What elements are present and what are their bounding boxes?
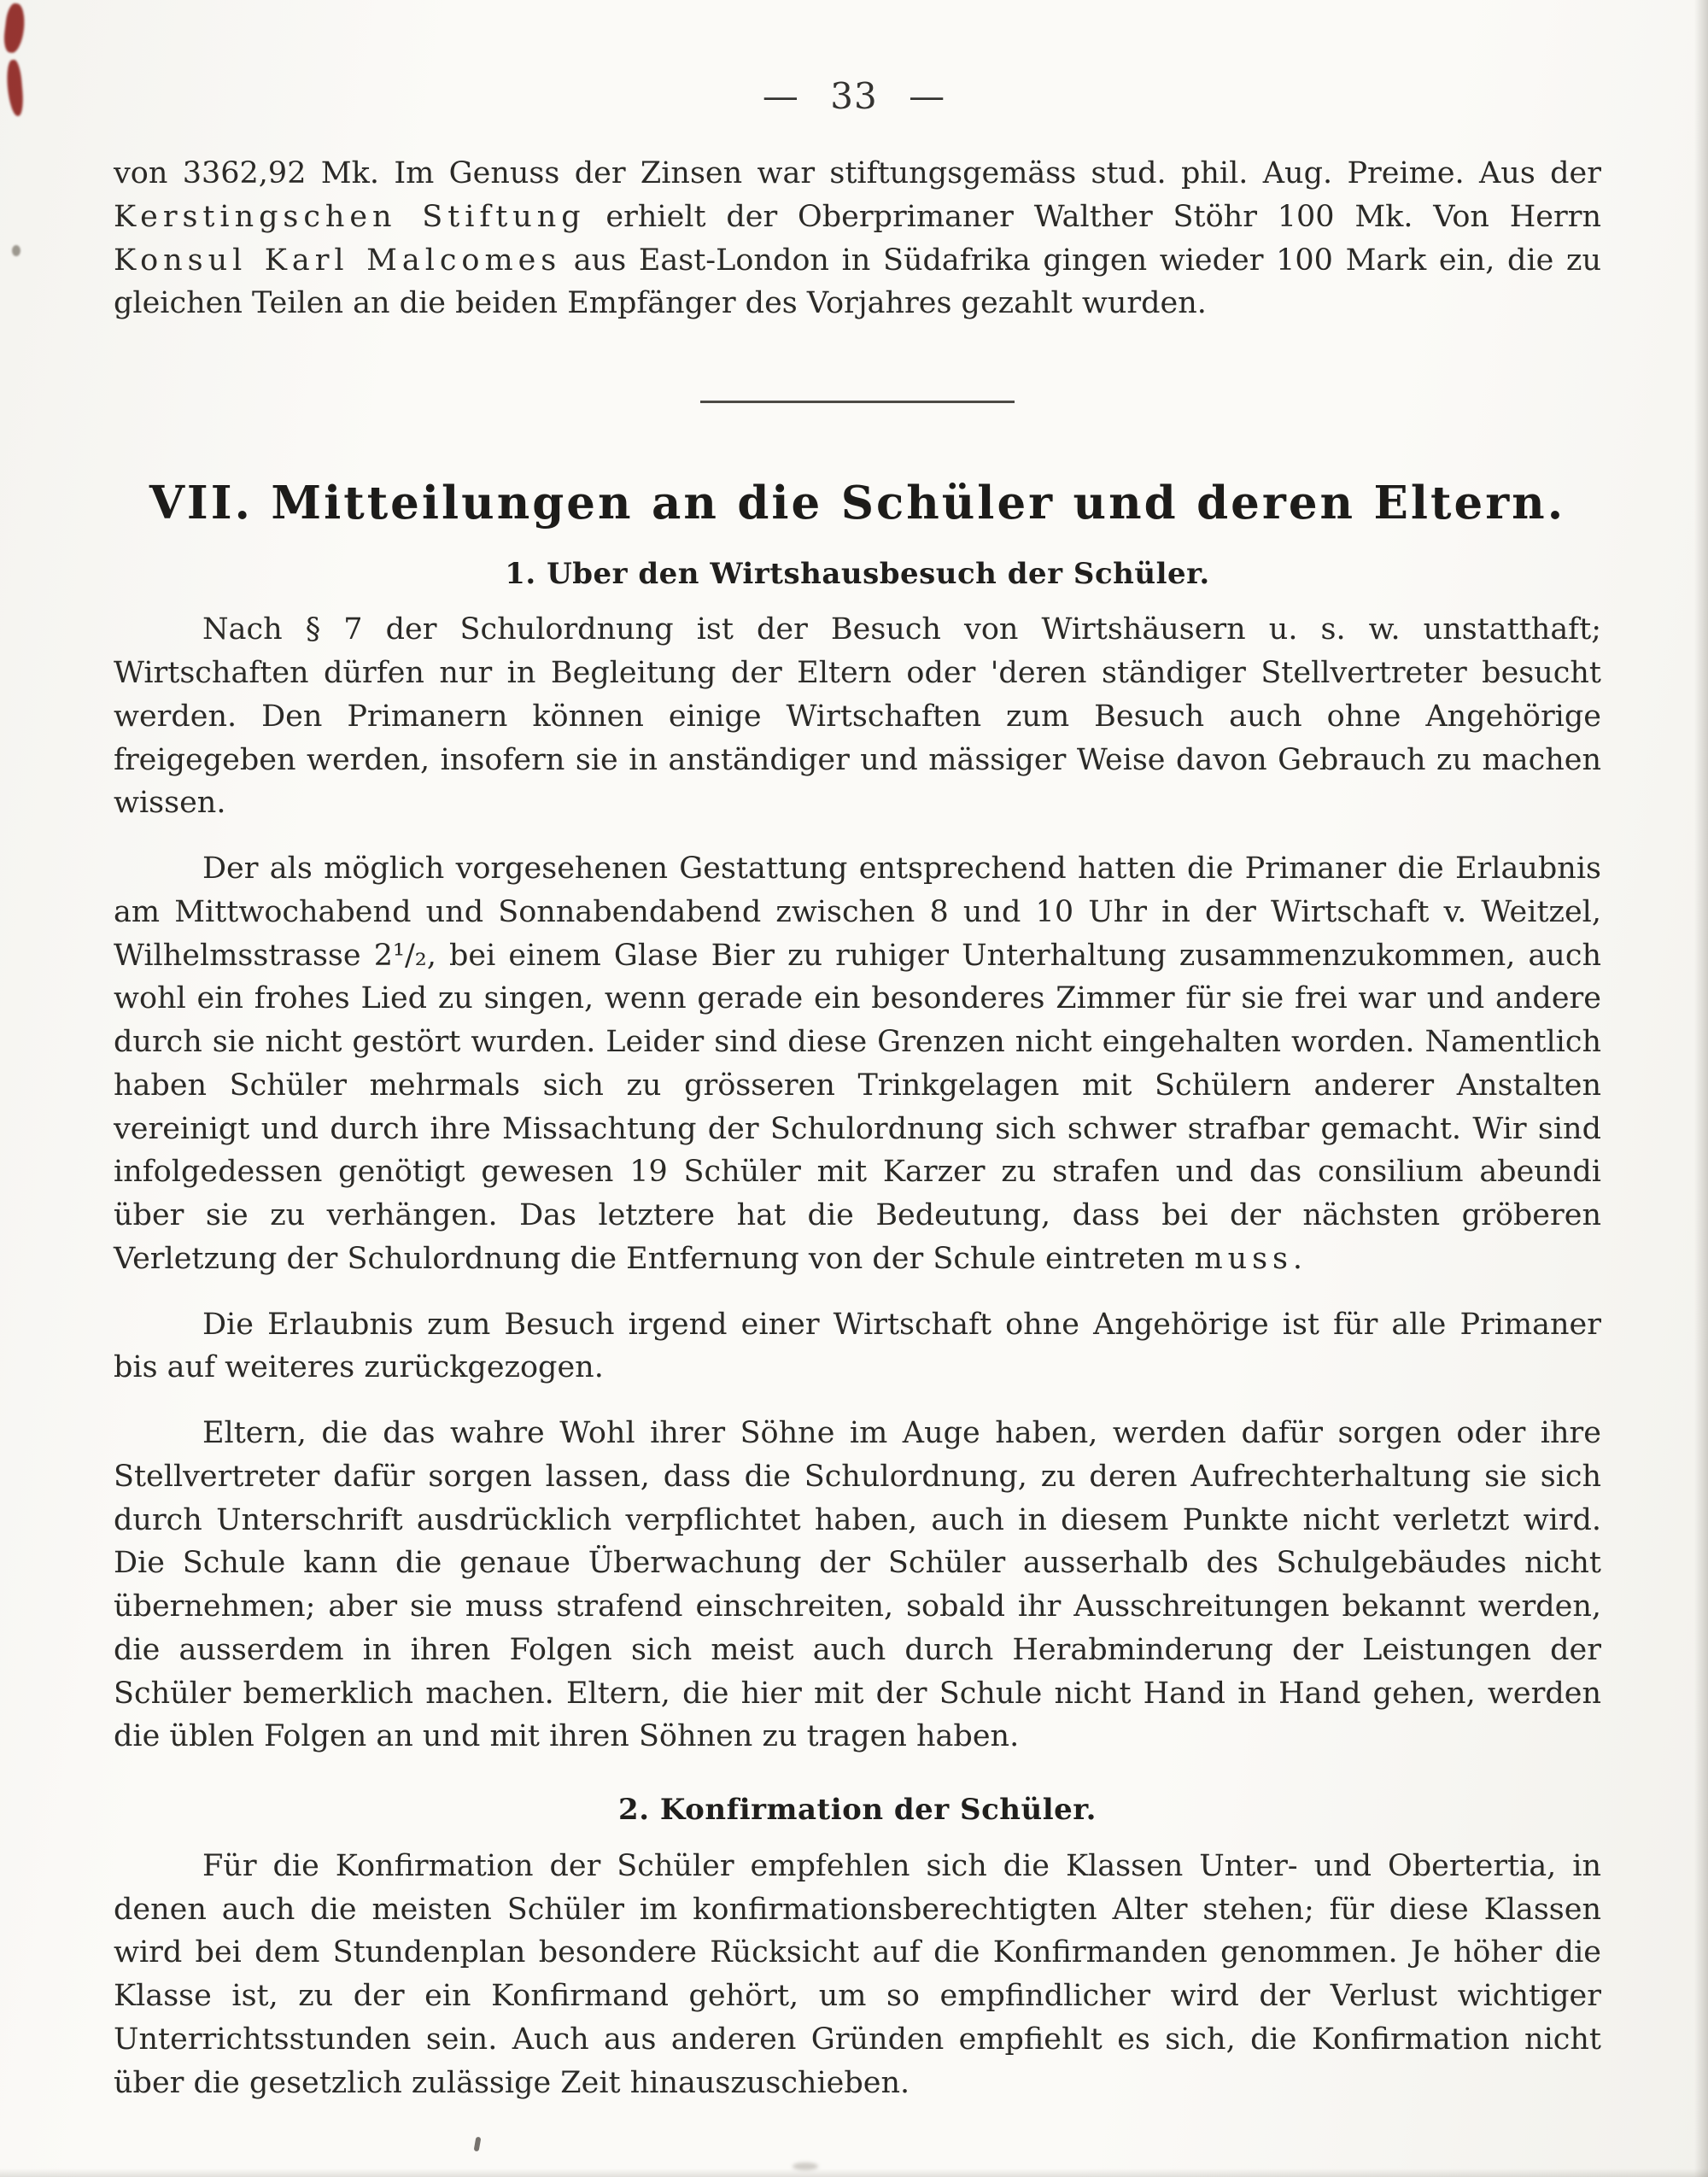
body-text: . xyxy=(1292,1241,1303,1276)
body-text: Nach § 7 der Schulordnung ist der Besuch von Wirtshäusern u. s. w. unstatthaft; Wirtschaften dürfen nur in Begleitung der Eltern oder 'deren ständiger Stellvertreter besucht werden. Den Primanern können einige Wirtschaften zum Besuch auch ohne Angehörige freigegeben werden, insofern sie in anständiger und mässiger Weise davon Gebrauch zu machen wissen. xyxy=(114,612,1601,821)
section-divider-rule xyxy=(700,401,1015,403)
body-text: Die Erlaubnis zum Besuch irgend einer Wirtschaft ohne Angehörige ist für alle Primaner bis auf weiteres zurückgezogen. xyxy=(114,1307,1601,1385)
paragraph xyxy=(114,1303,1601,1390)
scan-speck xyxy=(12,245,20,256)
subsection-heading: 1. Uber den Wirtshausbesuch der Schüler. xyxy=(505,556,1210,591)
body-text: Eltern, die das wahre Wohl ihrer Söhne im Auge haben, werden dafür sorgen oder ihre Stellvertreter dafür sorgen lassen, dass die Schulordnung, zu deren Aufrechterhaltung sie sich durch Unterschrift ausdrücklich verpflichtet haben, auch in diesem Punkte nicht verletzt wird. Die Schule kann die genaue Überwachung der Schüler ausserhalb des Schulgebäudes nicht übernehmen; aber sie muss strafend einschreiten, sobald ihr Ausschreitungen bekannt werden, die ausserdem in ihren Folgen sich meist auch durch Herabminderung der Leistungen der Schüler bemerklich machen. Eltern, die hier mit der Schule nicht Hand in Hand gehen, werden die üblen Folgen an und mit ihren Söhnen zu tragen haben. xyxy=(114,1416,1601,1754)
paragraph xyxy=(114,1412,1601,1759)
chapter-heading: VII. Mitteilungen an die Schüler und deren Eltern. xyxy=(149,477,1566,530)
paragraph xyxy=(114,608,1601,825)
subsection-heading: 2. Konfirmation der Schüler. xyxy=(618,1793,1097,1828)
page-content xyxy=(114,152,1601,2127)
ink-stain xyxy=(3,3,27,54)
body-text: aus East-London in Südafrika gingen wieder 100 Mark ein, die zu gleichen Teilen an die beiden Empfänger des Vorjahres gezahlt wurden. xyxy=(114,243,1601,321)
body-text: Für die Konfirmation der Schüler empfehlen sich die Klassen Unter- und Obertertia, in denen auch die meisten Schüler im konfirmationsberechtigten Alter stehen; für diese Klassen wird bei dem Stundenplan besondere Rücksicht auf die Konfirmanden genommen. Je höher die Klasse ist, zu der ein Konfirmand gehört, um so empfindlicher wird der Verlust wichtiger Unterrichtsstunden sein. Auch aus anderen Gründen empfiehlt es sich, die Konfirmation nicht über die gesetzlich zulässige Zeit hinauszuschieben. xyxy=(114,1848,1601,2100)
letterspaced-text: Kerstingschen Stiftung xyxy=(114,199,586,234)
page-number: — 33 — xyxy=(762,75,946,117)
body-text: erhielt der Oberprimaner Walther Stöhr 100 Mk. Von Herrn xyxy=(585,199,1601,234)
letterspaced-text: Konsul Karl Malcomes xyxy=(114,243,562,278)
paragraph xyxy=(114,152,1601,325)
paragraph xyxy=(114,847,1601,1281)
body-text: Der als möglich vorgesehenen Gestattung entsprechend hatten die Primaner die Erlaubnis am Mittwochabend und Sonnabendabend zwischen 8 und 10 Uhr in der Wirtschaft v. Weitzel, Wilhelmsstrasse 2¹/₂, bei einem Glase Bier zu ruhiger Unterhaltung zusammenzukommen, auch wohl ein frohes Lied zu singen, wenn gerade ein besonderes Zimmer für sie frei war und andere durch sie nicht gestört wurden. Leider sind diese Grenzen nicht eingehalten worden. Namentlich haben Schüler mehrmals sich zu grösseren Trinkgelagen mit Schülern anderer Anstalten vereinigt und durch ihre Missachtung der Schulordnung sich schwer strafbar gemacht. Wir sind infolgedessen genötigt gewesen 19 Schüler mit Karzer zu strafen und das consilium abeundi über sie zu verhängen. Das letztere hat die Bedeutung, dass bei der nächsten gröberen Verletzung der Schulordnung die Entfernung von der Schule eintreten xyxy=(114,851,1601,1276)
scan-speck xyxy=(793,2162,818,2170)
letterspaced-text: muss xyxy=(1194,1241,1293,1276)
paragraph xyxy=(114,1845,1601,2105)
scan-speck xyxy=(474,2137,482,2152)
body-text: von 3362,92 Mk. Im Genuss der Zinsen war stiftungsgemäss stud. phil. Aug. Preime. Aus der xyxy=(114,156,1601,190)
